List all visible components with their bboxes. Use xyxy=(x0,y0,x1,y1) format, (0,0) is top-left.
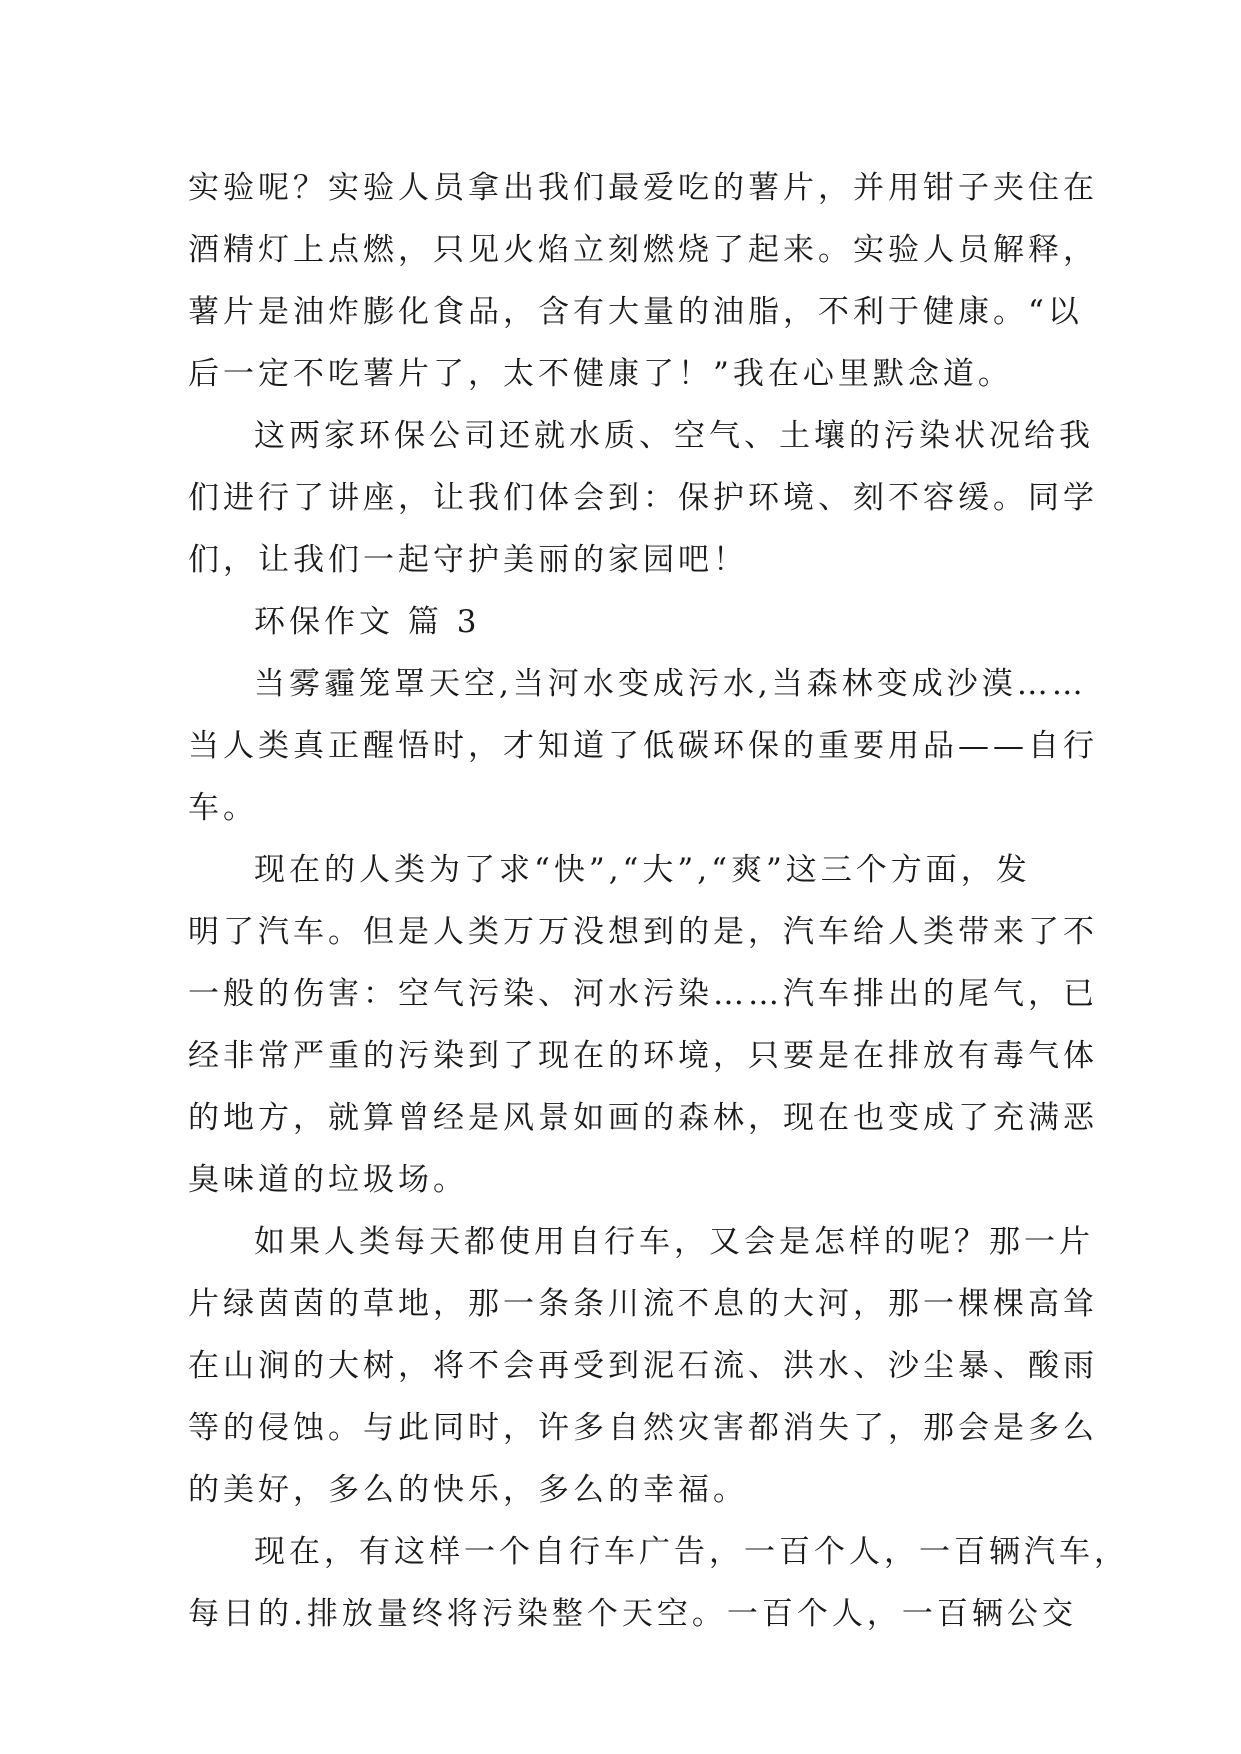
paragraph-line: 实验呢？实验人员拿出我们最爱吃的薯片，并用钳子夹住在 xyxy=(188,170,1098,206)
paragraph-line: 每日的.排放量终将污染整个天空。一百个人，一百辆公交 xyxy=(188,1596,1077,1632)
paragraph-line: 经非常严重的污染到了现在的环境，只要是在排放有毒气体 xyxy=(188,1038,1098,1074)
paragraph-line: 等的侵蚀。与此同时，许多自然灾害都消失了，那会是多么 xyxy=(188,1410,1098,1446)
paragraph-line: 们进行了讲座，让我们体会到：保护环境、刻不容缓。同学 xyxy=(188,480,1098,516)
paragraph-line: 如果人类每天都使用自行车，又会是怎样的呢？那一片 xyxy=(254,1224,1094,1260)
paragraph-line: 薯片是油炸膨化食品，含有大量的油脂，不利于健康。“以 xyxy=(188,294,1083,330)
essay-body xyxy=(188,157,1129,1645)
paragraph-line: 后一定不吃薯片了，太不健康了！”我在心里默念道。 xyxy=(188,356,1013,392)
paragraph-line: 现在，有这样一个自行车广告，一百个人，一百辆汽车， xyxy=(254,1534,1129,1570)
paragraph-line: 当雾霾笼罩天空,当河水变成污水,当森林变成沙漠…… xyxy=(254,666,1087,702)
paragraph-line: 片绿茵茵的草地，那一条条川流不息的大河，那一棵棵高耸 xyxy=(188,1286,1098,1322)
paragraph-line: 车。 xyxy=(188,790,258,826)
paragraph-line: 的地方，就算曾经是风景如画的森林，现在也变成了充满恶 xyxy=(188,1100,1098,1136)
paragraph-line: 一般的伤害：空气污染、河水污染……汽车排出的尾气，已 xyxy=(188,976,1098,1012)
paragraph-line: 明了汽车。但是人类万万没想到的是，汽车给人类带来了不 xyxy=(188,914,1098,950)
paragraph-line: 这两家环保公司还就水质、空气、土壤的污染状况给我 xyxy=(254,418,1094,454)
paragraph-line: 们，让我们一起守护美丽的家园吧！ xyxy=(188,542,748,578)
section-heading: 环保作文 篇 3 xyxy=(254,604,481,640)
paragraph-line: 现在的人类为了求“快”,“大”,“爽”这三个方面，发 xyxy=(254,852,1031,888)
paragraph-line: 的美好，多么的快乐，多么的幸福。 xyxy=(188,1472,748,1508)
paragraph-line: 当人类真正醒悟时，才知道了低碳环保的重要用品——自行 xyxy=(188,728,1098,764)
paragraph-line: 臭味道的垃圾场。 xyxy=(188,1162,468,1198)
paragraph-line: 酒精灯上点燃，只见火焰立刻燃烧了起来。实验人员解释， xyxy=(188,232,1098,268)
paragraph-line: 在山涧的大树，将不会再受到泥石流、洪水、沙尘暴、酸雨 xyxy=(188,1348,1098,1384)
